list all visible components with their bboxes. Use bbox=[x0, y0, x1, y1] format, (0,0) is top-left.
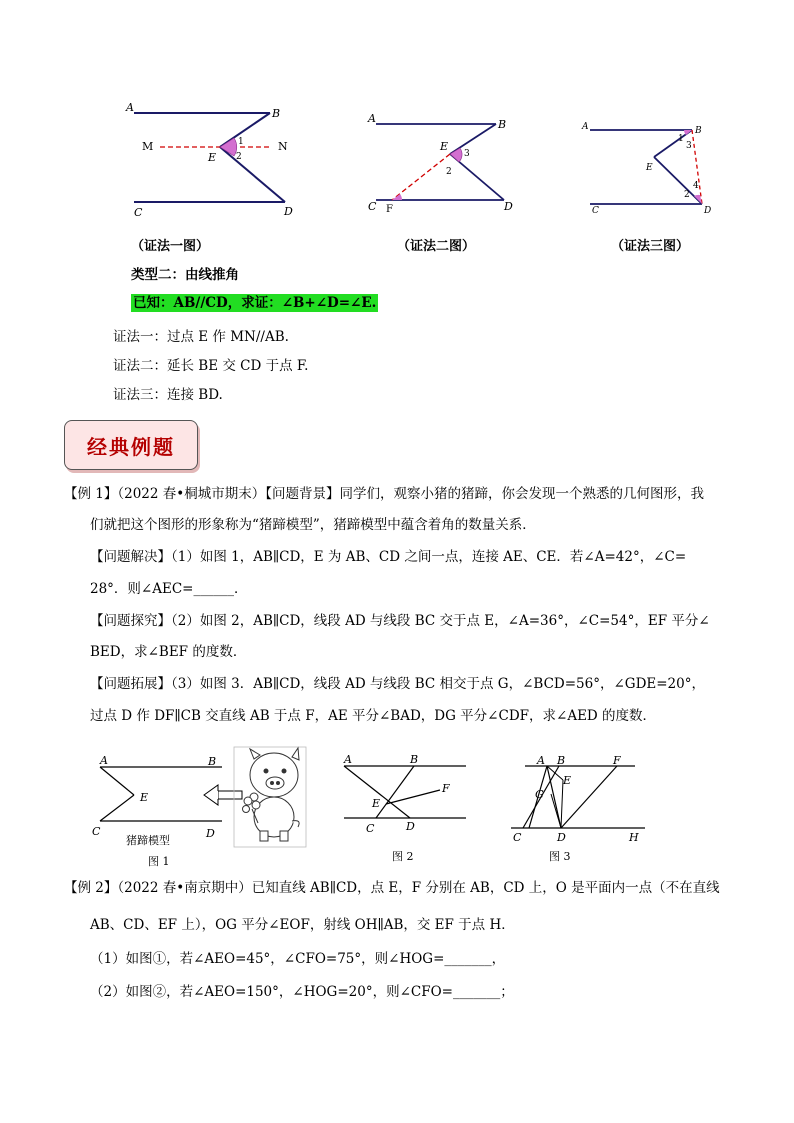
ex1-f1-label-b: B bbox=[208, 755, 217, 768]
section-title: 经典例题 bbox=[87, 434, 175, 459]
ex2-line-2: AB、CD、EF 上），OG 平分∠EOF，射线 OH∥AB，交 EF 于点 H． bbox=[90, 917, 515, 933]
ex1-f3-label-f: F bbox=[613, 754, 621, 767]
ex1-figure-2 bbox=[336, 750, 476, 865]
ex1-line-7: 【问题拓展】（3）如图 3．AB∥CD，线段 AD 与线段 BC 相交于点 G，∠BCD=56°，∠GDE=20°， bbox=[90, 676, 705, 692]
fig1-label-m: M bbox=[142, 140, 154, 153]
ex1-figure-1 bbox=[86, 745, 316, 870]
ex1-line-5: 【问题探究】（2）如图 2，AB∥CD，线段 AD 与线段 BC 交于点 E，∠A=36°，∠C=54°，EF 平分∠ bbox=[90, 613, 710, 629]
ex2-line-1: 【例 2】（2022 春•南京期中）已知直线 AB∥CD，点 E，F 分别在 AB，CD 上，O 是平面内一点（不在直线 bbox=[64, 880, 720, 896]
fig2-label-c: C bbox=[368, 200, 377, 213]
pig-cartoon-icon bbox=[234, 747, 306, 847]
ex1-figure-3 bbox=[505, 750, 655, 865]
given-statement: 已知：AB//CD，求证：∠B+∠D=∠E. bbox=[133, 295, 377, 311]
fig2-label-f: F bbox=[386, 204, 393, 215]
ex1-f1-caption: 图 1 bbox=[148, 855, 170, 868]
ex1-f2-label-e: E bbox=[372, 797, 381, 810]
ex1-line-1: 【例 1】（2022 春•桐城市期末）【问题背景】同学们，观察小猪的猪蹄，你会发现一个熟悉的几何图形，我 bbox=[64, 486, 704, 502]
ex1-f2-label-f: F bbox=[442, 782, 450, 795]
fig1-label-b: B bbox=[272, 107, 281, 120]
arrow-icon bbox=[204, 785, 242, 805]
fig1-label-e: E bbox=[208, 151, 217, 164]
ex1-f3-label-e: E bbox=[563, 774, 572, 787]
ex1-f3-label-a: A bbox=[537, 754, 545, 767]
fig2-label-d: D bbox=[504, 200, 513, 213]
ex1-f2-label-d: D bbox=[406, 820, 415, 833]
ex1-f3-label-b: B bbox=[557, 754, 566, 767]
fig3-angle-3: 3 bbox=[686, 141, 692, 151]
fig3-angle-2: 2 bbox=[684, 190, 690, 200]
fig3-angle-1: 1 bbox=[678, 134, 684, 144]
fig3-label-b: B bbox=[695, 126, 702, 136]
fig2-label-e: E bbox=[440, 140, 449, 153]
ex1-f2-label-c: C bbox=[366, 822, 375, 835]
fig2-label-b: B bbox=[498, 118, 507, 131]
fig3-label-a: A bbox=[582, 122, 589, 132]
ex1-line-4: 28°．则∠AEC=______． bbox=[90, 581, 248, 597]
fig1-angle-1: 1 bbox=[238, 137, 244, 147]
fig1-label-d: D bbox=[284, 205, 293, 218]
fig3-label-e: E bbox=[646, 163, 653, 173]
proof-figure-1 bbox=[120, 95, 310, 225]
ex1-line-8: 过点 D 作 DF∥CB 交直线 AB 于点 F，AE 平分∠BAD，DG 平分∠CDF，求∠AED 的度数． bbox=[90, 708, 657, 724]
ex1-f1-model-name: 猪蹄模型 bbox=[126, 834, 170, 847]
fig3-label-d: D bbox=[704, 206, 712, 215]
proof-2: 证法二：延长 BE 交 CD 于点 F. bbox=[113, 358, 309, 374]
fig1-caption: （证法一图） bbox=[131, 239, 210, 254]
fig3-caption: （证法三图） bbox=[611, 239, 690, 254]
ex2-line-3: （1）如图①，若∠AEO=45°，∠CFO=75°，则∠HOG=_______， bbox=[90, 951, 506, 967]
fig2-label-a: A bbox=[368, 112, 376, 125]
fig2-angle-3: 3 bbox=[464, 149, 470, 159]
fig2-caption: （证法二图） bbox=[397, 239, 476, 254]
fig1-label-a: A bbox=[126, 101, 134, 114]
type-heading: 类型二：由线推角 bbox=[131, 267, 239, 283]
fig1-angle-2: 2 bbox=[236, 152, 242, 162]
fig3-label-c: C bbox=[592, 206, 599, 215]
proof-figure-3 bbox=[580, 115, 720, 215]
fig3-angle-4: 4 bbox=[693, 181, 699, 191]
ex1-f3-caption: 图 3 bbox=[549, 850, 571, 863]
section-title-box bbox=[64, 420, 198, 470]
proof-3: 证法三：连接 BD. bbox=[113, 387, 223, 403]
ex1-f1-label-e: E bbox=[140, 791, 149, 804]
ex1-f3-label-d: D bbox=[557, 831, 566, 844]
ex1-line-2: 们就把这个图形的形象称为“猪蹄模型”，猪蹄模型中蕴含着角的数量关系． bbox=[90, 517, 536, 533]
ex1-f1-label-d: D bbox=[206, 827, 215, 840]
ex1-f3-label-c: C bbox=[513, 831, 522, 844]
ex1-line-6: BED，求∠BEF 的度数． bbox=[90, 644, 247, 660]
ex1-f1-label-a: A bbox=[100, 754, 108, 767]
ex1-f2-label-b: B bbox=[410, 753, 419, 766]
ex1-line-3: 【问题解决】（1）如图 1，AB∥CD，E 为 AB、CD 之间一点，连接 AE、CE．若∠A=42°，∠C= bbox=[90, 549, 687, 565]
ex2-line-4: （2）如图②，若∠AEO=150°，∠HOG=20°，则∠CFO=_______； bbox=[90, 984, 514, 1000]
proof-1: 证法一：过点 E 作 MN//AB. bbox=[113, 329, 289, 345]
ex1-f3-label-g: G bbox=[535, 788, 544, 801]
fig2-angle-2: 2 bbox=[446, 167, 452, 177]
ex1-f2-label-a: A bbox=[344, 753, 352, 766]
fig1-label-c: C bbox=[134, 206, 143, 219]
ex1-f3-label-h: H bbox=[629, 831, 639, 844]
ex1-f2-caption: 图 2 bbox=[392, 850, 414, 863]
fig1-label-n: N bbox=[278, 140, 288, 153]
proof-figure-2 bbox=[362, 108, 522, 218]
ex1-f1-label-c: C bbox=[92, 825, 101, 838]
